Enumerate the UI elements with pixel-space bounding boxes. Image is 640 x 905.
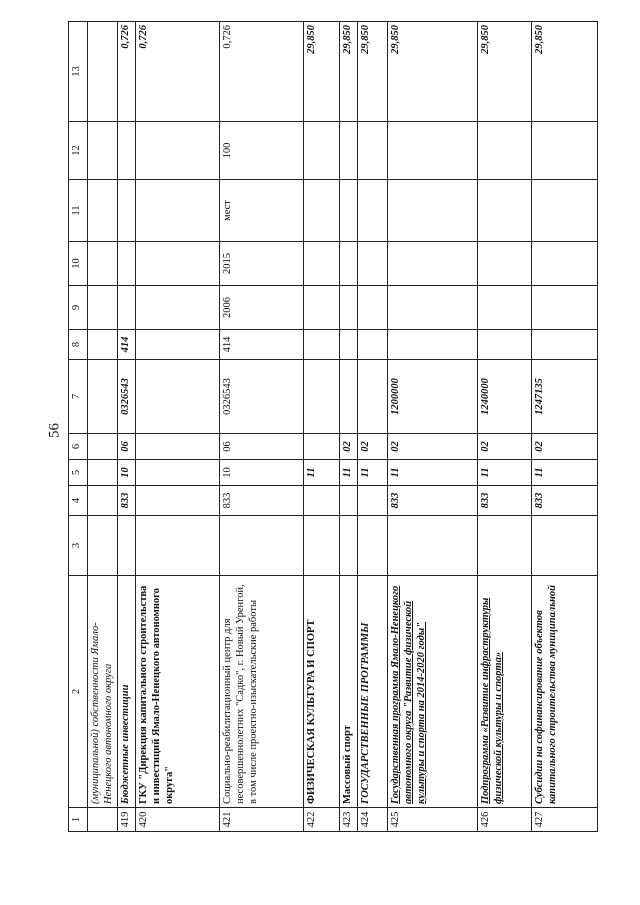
cell-col-6: 02 [388,434,478,460]
cell-col-5: 11 [532,460,598,486]
row-number-cell: 426 [478,808,532,832]
cell-col-10 [136,242,220,286]
cell-col-7: 1240000 [478,360,532,434]
cell-col-12 [358,122,388,180]
cell-col-6 [88,434,118,460]
cell-col-4: 833 [388,486,478,516]
cell-col-7: 1200000 [388,360,478,434]
cell-col-8: 414 [118,330,136,360]
row-number-cell: 424 [358,808,388,832]
page-number: 56 [46,423,63,438]
cell-col-3 [478,516,532,576]
cell-col-3 [220,516,304,576]
cell-col-4: 833 [118,486,136,516]
cell-col-12 [340,122,358,180]
cell-col-13: 29,850 [340,22,358,122]
cell-col-10 [358,242,388,286]
cell-col-11 [532,180,598,242]
cell-col-6: 02 [340,434,358,460]
cell-col-4 [304,486,340,516]
cell-col-11 [136,180,220,242]
cell-col-13: 0,726 [118,22,136,122]
cell-col-10 [340,242,358,286]
row-number-cell: 427 [532,808,598,832]
cell-col-5 [136,460,220,486]
cell-col-9 [118,286,136,330]
table-row [388,22,478,832]
cell-col-13: 0,726 [220,22,304,122]
budget-table [68,21,598,832]
cell-col-10 [532,242,598,286]
cell-col-5: 11 [358,460,388,486]
cell-col-9 [88,286,118,330]
row-number-cell: 422 [304,808,340,832]
cell-col-4 [358,486,388,516]
cell-col-4 [340,486,358,516]
cell-col-7: 0326543 [118,360,136,434]
cell-col-10 [304,242,340,286]
cell-col-5: 11 [388,460,478,486]
cell-col-12 [478,122,532,180]
table-row [340,22,358,832]
cell-col-7 [304,360,340,434]
column-header-4: 4 [69,486,88,516]
table-row [532,22,598,832]
cell-col-4: 833 [532,486,598,516]
cell-col-9 [478,286,532,330]
cell-col-8 [532,330,598,360]
cell-col-3 [340,516,358,576]
cell-col-11 [388,180,478,242]
cell-col-12: 100 [220,122,304,180]
table-container [68,22,614,832]
row-name-cell: Субсидии на софинансирование объектов капитального строительства муниципальной [532,576,598,808]
row-name-cell: Социально-реабилитационный центр для несовершеннолетних "Садко", г. Новый Уренгой, в том числе проектно-изыскательские работы [220,576,304,808]
cell-col-12 [388,122,478,180]
table-body [88,22,598,832]
cell-col-9: 2006 [220,286,304,330]
cell-col-13: 29,850 [532,22,598,122]
cell-col-10: 2015 [220,242,304,286]
cell-col-12 [88,122,118,180]
cell-col-11 [340,180,358,242]
row-name-cell: Массовый спорт [340,576,358,808]
cell-col-13: 29,850 [304,22,340,122]
cell-col-5: 11 [340,460,358,486]
column-header-11: 11 [69,180,88,242]
cell-col-9 [340,286,358,330]
cell-col-7 [358,360,388,434]
cell-col-8 [478,330,532,360]
table-row [88,22,118,832]
cell-col-11 [88,180,118,242]
column-header-5: 5 [69,460,88,486]
row-number-cell: 421 [220,808,304,832]
cell-col-3 [304,516,340,576]
table-row [478,22,532,832]
cell-col-7 [340,360,358,434]
column-header-12: 12 [69,122,88,180]
cell-col-11 [118,180,136,242]
cell-col-6: 06 [118,434,136,460]
cell-col-6: 02 [532,434,598,460]
column-header-10: 10 [69,242,88,286]
column-header-9: 9 [69,286,88,330]
row-number-cell [88,808,118,832]
cell-col-13: 0,726 [136,22,220,122]
cell-col-5: 10 [118,460,136,486]
cell-col-11 [358,180,388,242]
cell-col-12 [532,122,598,180]
row-name-cell: (муниципальной) собственности Ямало-Ненецкого автономного округа [88,576,118,808]
table-row [304,22,340,832]
header-row [69,22,88,832]
row-number-cell: 425 [388,808,478,832]
cell-col-13: 29,850 [358,22,388,122]
cell-col-3 [118,516,136,576]
cell-col-4: 833 [478,486,532,516]
cell-col-7: 0326543 [220,360,304,434]
table-row [220,22,304,832]
cell-col-8 [88,330,118,360]
cell-col-6 [304,434,340,460]
cell-col-5 [88,460,118,486]
cell-col-11 [304,180,340,242]
cell-col-8 [388,330,478,360]
page-number-wrap [40,422,70,442]
row-name-cell: Подпрограмма «Развитие инфраструктуры физической культуры и спорта» [478,576,532,808]
table-row [118,22,136,832]
column-header-8: 8 [69,330,88,360]
cell-col-8: 414 [220,330,304,360]
cell-col-13 [88,22,118,122]
row-name-cell: ГОСУДАРСТВЕННЫЕ ПРОГРАММЫ [358,576,388,808]
cell-col-11: мест [220,180,304,242]
column-header-6: 6 [69,434,88,460]
row-name-cell: ГКУ "Дирекция капитального строительства и инвестиций Ямало-Ненецкого автономного округа" [136,576,220,808]
cell-col-10 [118,242,136,286]
cell-col-6: 06 [220,434,304,460]
cell-col-8 [340,330,358,360]
cell-col-13: 29,850 [388,22,478,122]
column-header-13: 13 [69,22,88,122]
cell-col-10 [388,242,478,286]
cell-col-5: 11 [478,460,532,486]
row-name-cell: Государственная программа Ямало-Ненецкого автономного округа "Развитие физической культуры и спорта на 2014-2020 годы" [388,576,478,808]
cell-col-7: 1247135 [532,360,598,434]
row-name-cell: ФИЗИЧЕСКАЯ КУЛЬТУРА И СПОРТ [304,576,340,808]
cell-col-9 [388,286,478,330]
cell-col-4: 833 [220,486,304,516]
cell-col-9 [532,286,598,330]
row-number-cell: 423 [340,808,358,832]
table-row [358,22,388,832]
cell-col-9 [304,286,340,330]
cell-col-12 [304,122,340,180]
cell-col-8 [304,330,340,360]
cell-col-7 [88,360,118,434]
column-header-1: 1 [69,808,88,832]
cell-col-3 [388,516,478,576]
cell-col-8 [136,330,220,360]
rotated-table-frame [68,22,614,832]
cell-col-5: 11 [304,460,340,486]
cell-col-5: 10 [220,460,304,486]
row-number-cell: 419 [118,808,136,832]
cell-col-6: 02 [358,434,388,460]
row-number-cell: 420 [136,808,220,832]
cell-col-13: 29,850 [478,22,532,122]
cell-col-3 [358,516,388,576]
cell-col-10 [478,242,532,286]
cell-col-8 [358,330,388,360]
cell-col-10 [88,242,118,286]
column-header-2: 2 [69,576,88,808]
cell-col-12 [136,122,220,180]
cell-col-4 [136,486,220,516]
cell-col-6 [136,434,220,460]
cell-col-3 [88,516,118,576]
cell-col-4 [88,486,118,516]
cell-col-9 [136,286,220,330]
cell-col-3 [532,516,598,576]
cell-col-11 [478,180,532,242]
cell-col-9 [358,286,388,330]
cell-col-12 [118,122,136,180]
cell-col-3 [136,516,220,576]
table-row [136,22,220,832]
column-header-7: 7 [69,360,88,434]
cell-col-6: 02 [478,434,532,460]
column-header-3: 3 [69,516,88,576]
cell-col-7 [136,360,220,434]
row-name-cell: Бюджетные инвестиции [118,576,136,808]
